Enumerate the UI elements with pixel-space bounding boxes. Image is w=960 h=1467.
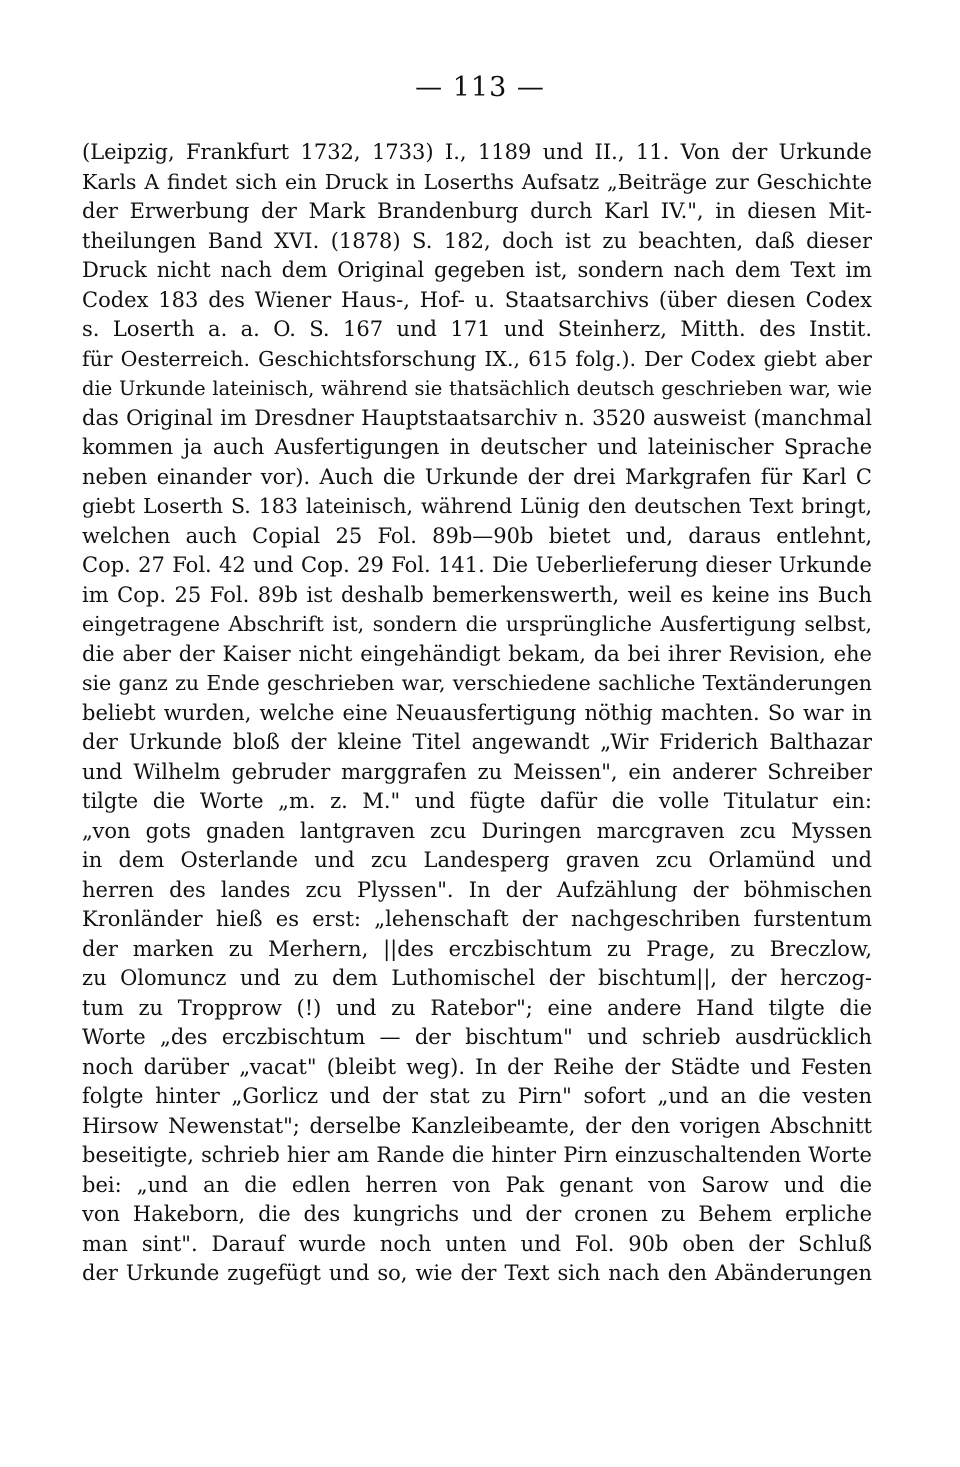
text-line: Worte „des erczbischtum — der bischtum" und schrieb ausdrücklich — [82, 1025, 872, 1049]
text-line: zu Olomuncz und zu dem Luthomischel der bischtum||, der herczog- — [82, 966, 872, 990]
text-line: für Oesterreich. Geschichtsforschung IX., 615 folg.). Der Codex giebt aber — [82, 346, 872, 371]
text-line: der marken zu Merhern, ||des erczbischtum zu Prage, zu Breczlow, — [82, 936, 872, 961]
text-line: Druck nicht nach dem Original gegeben ist, sondern nach dem Text im — [82, 258, 872, 282]
text-line: tum zu Tropprow (!) und zu Ratebor"; eine andere Hand tilgte die — [82, 995, 872, 1020]
text-line: folgte hinter „Gorlicz und der stat zu Pirn" sofort „und an die vesten — [82, 1084, 872, 1108]
text-line: im Cop. 25 Fol. 89b ist deshalb bemerkenswerth, weil es keine ins Buch — [82, 582, 872, 607]
text-line: noch darüber „vacat" (bleibt weg). In der Reihe der Städte und Festen — [82, 1054, 872, 1079]
text-line: die aber der Kaiser nicht eingehändigt bekam, da bei ihrer Revision, ehe — [82, 641, 872, 666]
text-line: das Original im Dresdner Hauptstaatsarchiv n. 3520 ausweist (manchmal — [82, 405, 872, 430]
text-line: herren des landes zcu Plyssen". In der Aufzählung der böhmischen — [82, 877, 872, 902]
text-line: beseitigte, schrieb hier am Rande die hinter Pirn einzuschaltenden Worte — [82, 1143, 872, 1167]
text-line: die Urkunde lateinisch, während sie thatsächlich deutsch geschrieben war, wie — [82, 377, 872, 400]
text-line: und Wilhelm gebruder marggrafen zu Meissen", ein anderer Schreiber — [82, 759, 872, 784]
text-line: beliebt wurden, welche eine Neuausfertigung nöthig machten. So war in — [82, 700, 872, 725]
text-line: der Urkunde zugefügt und so, wie der Text sich nach den Abänderungen — [82, 1261, 872, 1285]
text-line: Cop. 27 Fol. 42 und Cop. 29 Fol. 141. Die Ueberlieferung dieser Urkunde — [82, 553, 872, 577]
text-line: Kronländer hieß es erst: „lehenschaft der nachgeschriben furstentum — [82, 907, 872, 931]
text-line: tilgte die Worte „m. z. M." und fügte dafür die volle Titulatur ein: — [82, 789, 872, 813]
text-line: Codex 183 des Wiener Haus-, Hof- u. Staatsarchivs (über diesen Codex — [82, 287, 872, 312]
text-line: in dem Osterlande und zcu Landesperg graven zcu Orlamünd und — [82, 848, 872, 872]
text-line: sie ganz zu Ende geschrieben war, verschiedene sachliche Textänderungen — [82, 671, 872, 695]
text-line: von Hakeborn, die des kungrichs und der cronen zu Behem erpliche — [82, 1202, 872, 1226]
text-line: „von gots gnaden lantgraven zcu Duringen marcgraven zcu Myssen — [82, 818, 872, 843]
text-line: Hirsow Newenstat"; derselbe Kanzleibeamte, der den vorigen Abschnitt — [82, 1113, 872, 1138]
page-number: — 113 — — [415, 72, 545, 103]
text-line: theilungen Band XVI. (1878) S. 182, doch ist zu beachten, daß dieser — [82, 228, 872, 253]
text-line: der Erwerbung der Mark Brandenburg durch Karl IV.", in diesen Mit- — [82, 199, 872, 223]
text-line: man sint". Darauf wurde noch unten und Fol. 90b oben der Schluß — [82, 1231, 872, 1256]
body-text — [82, 138, 872, 1289]
text-line: der Urkunde bloß der kleine Titel angewandt „Wir Friderich Balthazar — [82, 730, 872, 754]
text-line: giebt Loserth S. 183 lateinisch, während Lünig den deutschen Text bringt, — [82, 494, 872, 518]
text-line: s. Loserth a. a. O. S. 167 und 171 und Steinherz, Mitth. des Instit. — [82, 317, 872, 341]
text-line: bei: „und an die edlen herren von Pak genant von Sarow und die — [82, 1172, 872, 1197]
text-line: (Leipzig, Frankfurt 1732, 1733) I., 1189 und II., 11. Von der Urkunde — [82, 140, 872, 164]
text-line: welchen auch Copial 25 Fol. 89b—90b bietet und, daraus entlehnt, — [82, 523, 872, 548]
text-line: eingetragene Abschrift ist, sondern die ursprüngliche Ausfertigung selbst, — [82, 612, 872, 636]
text-line: neben einander vor). Auch die Urkunde der drei Markgrafen für Karl C — [82, 464, 872, 489]
text-line: kommen ja auch Ausfertigungen in deutscher und lateinischer Sprache — [82, 435, 872, 459]
text-line: Karls A findet sich ein Druck in Loserths Aufsatz „Beiträge zur Geschichte — [82, 169, 872, 194]
